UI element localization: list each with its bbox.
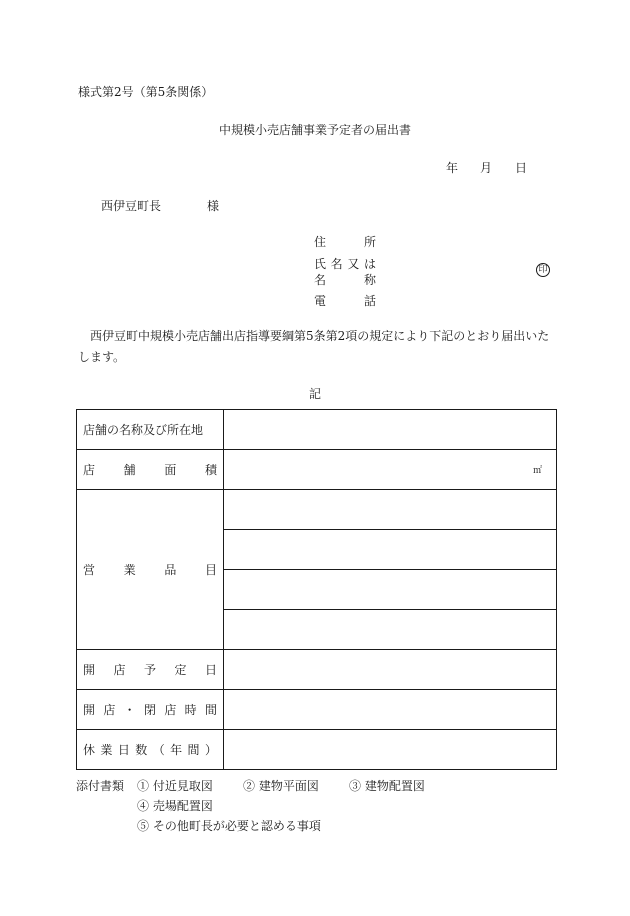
floor-area-label-cell <box>77 450 224 490</box>
attachments-label: 添付書類 <box>76 779 125 793</box>
attachment-item-5: ⑤ その他町長が必要と認める事項 <box>137 819 321 833</box>
address-label-text: 住所 <box>314 235 376 249</box>
address-label <box>314 236 376 248</box>
table-row-floor-area <box>77 450 557 490</box>
document-title: 中規模小売店舗事業予定者の届出書 <box>218 123 411 137</box>
form-number: 様式第2号（第5条関係） <box>78 85 214 99</box>
date-day-label: 日 <box>515 161 528 175</box>
items-value-cell-1[interactable] <box>224 490 557 530</box>
items-label-cell <box>77 490 224 650</box>
items-value-cell-3[interactable] <box>224 570 557 610</box>
opening-date-label: 開店予定日 <box>83 663 217 677</box>
tel-label-text: 電話 <box>314 294 376 308</box>
items-value-cell-2[interactable] <box>224 530 557 570</box>
table-row-opening-date <box>77 650 557 690</box>
store-name-label-cell <box>77 410 224 450</box>
table-row-items-1 <box>77 490 557 530</box>
floor-area-unit: ㎡ <box>532 466 542 476</box>
name-label-line2-text: 名称 <box>314 273 376 287</box>
addressee-name: 西伊豆町長 <box>101 199 162 213</box>
date-year-label: 年 <box>446 161 459 175</box>
hours-label: 開店・閉店時間 <box>83 703 217 717</box>
name-label-line1 <box>314 258 376 270</box>
name-label-line1-text: 氏名又は <box>314 257 376 271</box>
seal-mark: 印 <box>536 263 550 277</box>
attachment-item-2: ② 建物平面図 <box>243 779 319 793</box>
floor-area-label: 店舗面積 <box>83 463 217 477</box>
hours-label-cell <box>77 690 224 730</box>
addressee-honorific: 様 <box>207 199 220 213</box>
holidays-value-cell[interactable] <box>224 730 557 770</box>
store-name-value-cell[interactable] <box>224 410 557 450</box>
hours-value-cell[interactable] <box>224 690 557 730</box>
notification-detail-table <box>76 409 557 770</box>
store-name-label: 店舗の名称及び所在地 <box>83 423 204 437</box>
tel-label <box>314 295 376 307</box>
attachment-item-3: ③ 建物配置図 <box>349 779 425 793</box>
opening-date-value-cell[interactable] <box>224 650 557 690</box>
attachment-item-4: ④ 売場配置図 <box>137 799 213 813</box>
opening-date-label-cell <box>77 650 224 690</box>
table-row-store-name <box>77 410 557 450</box>
ki-heading: 記 <box>308 387 321 401</box>
attachment-item-1: ① 付近見取図 <box>137 779 213 793</box>
holidays-label-cell <box>77 730 224 770</box>
date-month-label: 月 <box>480 161 493 175</box>
items-value-cell-4[interactable] <box>224 610 557 650</box>
table-row-holidays <box>77 730 557 770</box>
floor-area-value-cell[interactable] <box>224 450 557 490</box>
holidays-label: 休業日数（年間） <box>83 743 217 757</box>
items-label: 営業品目 <box>83 563 217 577</box>
table-row-hours <box>77 690 557 730</box>
name-label-line2 <box>314 274 376 286</box>
body-paragraph: 西伊豆町中規模小売店舗出店指導要綱第5条第2項の規定により下記のとおり届出いたします。 <box>78 329 550 364</box>
